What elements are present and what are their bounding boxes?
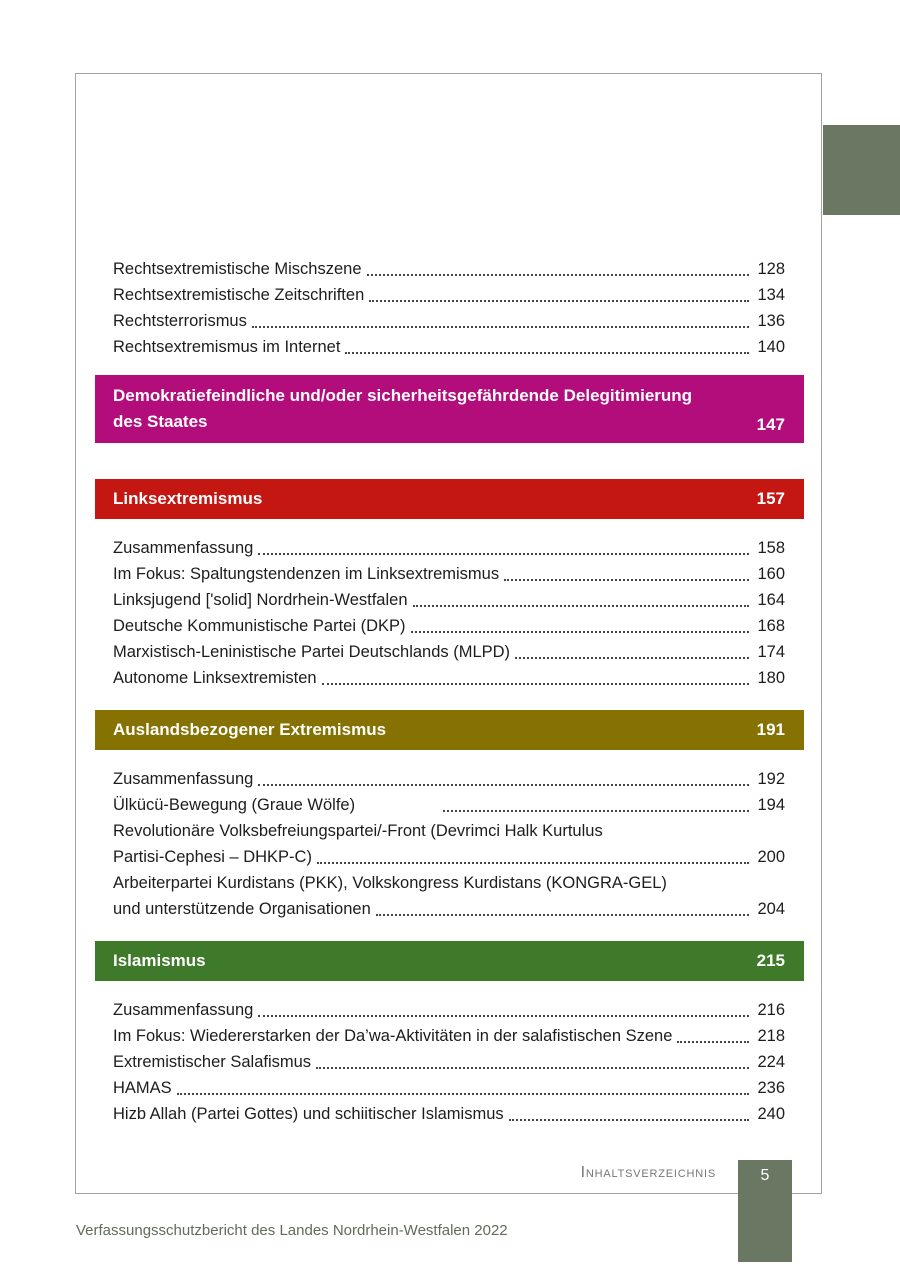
footer-section-label: Inhaltsverzeichnis <box>580 1164 716 1181</box>
toc-entry <box>113 1075 785 1101</box>
toc-entry <box>113 1049 785 1075</box>
toc-entry <box>113 997 785 1023</box>
toc-entry <box>113 334 785 360</box>
toc-entry-title: Linksjugend ['solid] Nordrhein-Westfalen <box>113 591 408 609</box>
toc-entry-title: Hizb Allah (Partei Gottes) und schiitischer Islamismus <box>113 1105 504 1123</box>
dot-leader <box>411 631 749 633</box>
dot-leader <box>345 352 749 354</box>
dot-leader <box>515 657 749 659</box>
toc-entry-title: Autonome Linksextremisten <box>113 669 317 687</box>
toc-entry-title: Zusammenfassung <box>113 770 254 788</box>
banner-title-line1: Demokratiefeindliche und/oder sicherheitsgefährdende Delegitimierung <box>113 386 693 405</box>
toc-section-rechtsextremismus <box>113 256 785 360</box>
toc-entry <box>113 639 785 665</box>
dot-leader <box>177 1093 749 1095</box>
toc-entry-page: 204 <box>757 900 785 918</box>
toc-entry-page: 194 <box>757 796 785 814</box>
toc-entry-page: 180 <box>757 669 785 687</box>
toc-entry <box>113 792 785 818</box>
dot-leader <box>369 300 749 302</box>
toc-entry <box>113 535 785 561</box>
toc-entry-page: 200 <box>757 848 785 866</box>
banner-title <box>113 383 692 435</box>
toc-entry-page: 128 <box>757 260 785 278</box>
dot-leader <box>258 784 749 786</box>
dot-leader <box>677 1041 749 1043</box>
dot-leader <box>443 810 749 812</box>
toc-entry-page: 240 <box>757 1105 785 1123</box>
toc-entry-title: Rechtsextremistische Zeitschriften <box>113 286 365 304</box>
toc-entry-page: 134 <box>757 286 785 304</box>
page-number-block <box>738 1160 792 1262</box>
toc-entry-title: Marxistisch-Leninistische Partei Deutschlands (MLPD) <box>113 643 511 661</box>
toc-entry-title: Rechtsextremismus im Internet <box>113 338 341 356</box>
toc-section-auslandsbezogener-extremismus <box>113 766 785 922</box>
toc-entry <box>113 587 785 613</box>
banner-title: Auslandsbezogener Extremismus <box>113 720 387 739</box>
dot-leader <box>376 914 749 916</box>
toc-entry-title-line2: und unterstützende Organisationen <box>113 900 371 918</box>
dot-leader <box>509 1119 749 1121</box>
banner-page-number: 157 <box>756 489 785 508</box>
toc-entry-page: 136 <box>757 312 785 330</box>
toc-entry-page: 218 <box>757 1027 785 1045</box>
toc-entry <box>113 818 785 870</box>
toc-entry-title: Rechtsterrorismus <box>113 312 247 330</box>
toc-entry-page: 192 <box>757 770 785 788</box>
toc-entry <box>113 613 785 639</box>
toc-section-linksextremismus <box>113 535 785 691</box>
toc-entry-page: 174 <box>757 643 785 661</box>
toc-entry-title: HAMAS <box>113 1079 172 1097</box>
section-banner-delegitimierung <box>95 375 804 443</box>
toc-entry-title: Im Fokus: Spaltungstendenzen im Linksextremismus <box>113 565 500 583</box>
banner-title: Islamismus <box>113 951 206 970</box>
toc-entry-page: 160 <box>757 565 785 583</box>
toc-entry-page: 168 <box>757 617 785 635</box>
toc-entry-title: Zusammenfassung <box>113 1001 254 1019</box>
page-number: 5 <box>760 1167 770 1184</box>
section-banner-linksextremismus <box>95 479 804 519</box>
toc-entry-title: Deutsche Kommunistische Partei (DKP) <box>113 617 406 635</box>
toc-entry <box>113 766 785 792</box>
banner-title-line2: des Staates <box>113 412 208 431</box>
toc-entry-title: Im Fokus: Wiedererstarken der Da’wa-Aktivitäten in der salafistischen Szene <box>113 1027 673 1045</box>
toc-entry <box>113 282 785 308</box>
toc-entry <box>113 256 785 282</box>
dot-leader <box>258 1015 749 1017</box>
dot-leader <box>317 862 749 864</box>
toc-entry-page: 158 <box>757 539 785 557</box>
toc-entry-page: 224 <box>757 1053 785 1071</box>
toc-entry-title-line1: Arbeiterpartei Kurdistans (PKK), Volkskongress Kurdistans (KONGRA-GEL) <box>113 874 667 892</box>
banner-page-number: 191 <box>756 720 785 739</box>
dot-leader <box>322 683 749 685</box>
toc-entry-title: Rechtsextremistische Mischszene <box>113 260 362 278</box>
toc-section-islamismus <box>113 997 785 1127</box>
toc-entry-title-line2: Partisi-Cephesi – DHKP-C) <box>113 848 312 866</box>
section-banner-islamismus <box>95 941 804 981</box>
dot-leader <box>504 579 749 581</box>
section-banner-auslandsbezogener-extremismus <box>95 710 804 750</box>
banner-title: Linksextremismus <box>113 489 263 508</box>
toc-entry-title: Extremistischer Salafismus <box>113 1053 312 1071</box>
toc-entry <box>113 870 785 922</box>
toc-entry <box>113 308 785 334</box>
toc-entry <box>113 665 785 691</box>
dot-leader <box>367 274 750 276</box>
toc-entry-title-line1: Revolutionäre Volksbefreiungspartei/-Front (Devrimci Halk Kurtulus <box>113 822 603 840</box>
toc-entry <box>113 1023 785 1049</box>
toc-entry-title: Ülkücü-Bewegung (Graue Wölfe) <box>113 796 356 814</box>
toc-entry-title: Zusammenfassung <box>113 539 254 557</box>
chapter-side-tab <box>823 125 900 215</box>
dot-leader <box>413 605 749 607</box>
dot-leader <box>316 1067 749 1069</box>
toc-entry-page: 236 <box>757 1079 785 1097</box>
toc-entry-page: 164 <box>757 591 785 609</box>
document-page <box>75 73 822 1194</box>
toc-content <box>76 74 821 1127</box>
toc-entry-page: 216 <box>757 1001 785 1019</box>
banner-page-number: 215 <box>756 951 785 970</box>
toc-entry <box>113 561 785 587</box>
banner-page-number: 147 <box>756 415 785 434</box>
report-caption: Verfassungsschutzbericht des Landes Nordrhein-Westfalen 2022 <box>76 1222 508 1239</box>
toc-entry <box>113 1101 785 1127</box>
dot-leader <box>252 326 749 328</box>
dot-leader <box>258 553 749 555</box>
toc-entry-page: 140 <box>757 338 785 356</box>
